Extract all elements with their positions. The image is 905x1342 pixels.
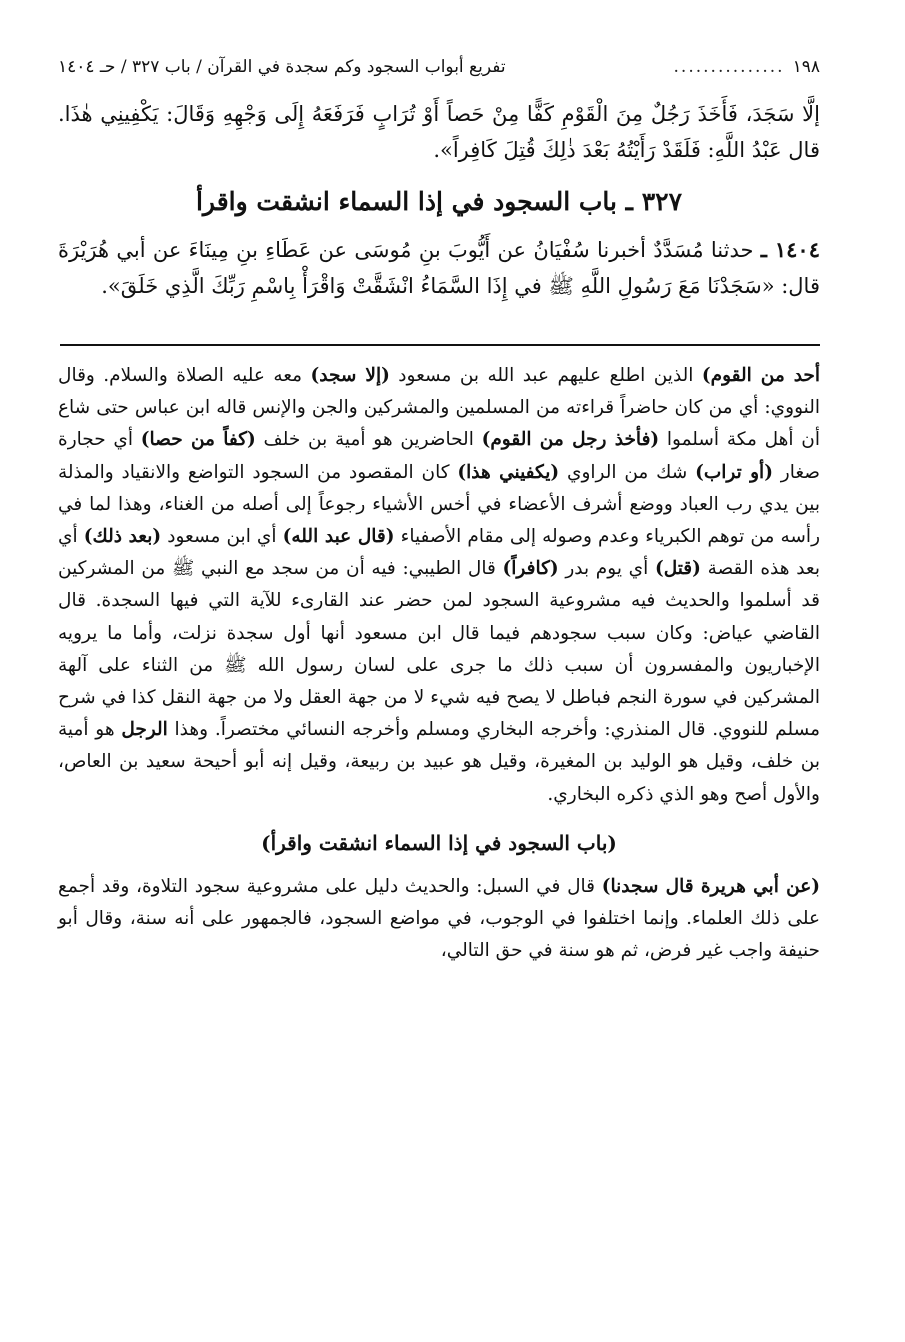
commentary-text: أي بعد هذه القصة <box>58 526 820 580</box>
commentary-bold: الرجل <box>121 719 168 741</box>
commentary-text: كان المقصود من السجود التواضع والانقياد والمذلة بين يدي رب العباد ووضع أشرف الأعضاء في أخس الأشياء رجوعاً إلى أصله من الغناء، وهذا لما في رأسه من توهم الكبرياء وعدم وصوله إلى مقام الأصفياء <box>58 461 821 548</box>
hadith-text: حدثنا مُسَدَّدٌ أخبرنا سُفْيَانُ عن أَيُّوبَ بنِ مُوسَى عن عَطَاءِ بنِ مِينَاءَ عن أبي هُرَيْرَةَ قال: «سَجَدْنَا مَعَ رَسُولِ اللَّهِ ﷺ في إِذَا السَّمَاءُ انْشَقَّتْ وَاقْرَأْ بِاسْمِ رَبِّكَ الَّذِي خَلَقَ». <box>58 238 820 298</box>
commentary-paragraph-1 <box>58 360 820 811</box>
commentary-bold: (أو تراب) <box>695 461 773 483</box>
commentary-text: شك من الراوي <box>559 461 696 483</box>
commentary-text: الحاضرين هو أمية بن خلف <box>255 429 482 451</box>
commentary-subtitle: (باب السجود في إذا السماء انشقت واقرأ) <box>261 830 617 855</box>
commentary-bold: أحد من القوم) <box>701 365 821 386</box>
commentary-text: الذين اطلع عليهم عبد الله بن مسعود <box>389 365 702 386</box>
header-right <box>674 52 820 82</box>
commentary-bold: (قال عبد الله) <box>282 526 395 548</box>
commentary-text: أي حجارة صغار <box>58 429 820 483</box>
commentary-text: أي يوم بدر <box>558 558 655 580</box>
page-number: ١٩٨ <box>792 57 820 77</box>
commentary-bold: (كافراً) <box>502 558 559 580</box>
commentary-text: معه عليه الصلاة والسلام. وقال النووي: أي من كان حاضراً قراءته من المسلمين والمشركين والجن والإنس قاله ابن عباس حتى شاع أن أهل مكة أسلموا <box>58 365 821 451</box>
commentary-bold: (إلا سجد) <box>310 365 390 386</box>
hadith-1404 <box>58 232 820 304</box>
chapter-title: ٣٢٧ ـ باب السجود في إذا السماء انشقت واقرأ <box>195 187 683 216</box>
commentary-bold: (يكفيني هذا) <box>457 461 560 483</box>
commentary-text: أي ابن مسعود <box>161 526 283 548</box>
page-header <box>58 52 820 86</box>
commentary-text: قال الطيبي: فيه أن من سجد مع النبي ﷺ من المشركين قد أسلموا والحديث فيه مشروعية السجود لمن حضر عند القارىء للآية التي فيها السجدة. قال القاضي عياض: وكان سبب سجودهم فيما قال ابن مسعود أنها أول سجدة نزلت، وأما ما يرويه الإخباريون والمفسرون أن سبب ذلك ما جرى على لسان رسول الله ﷺ من الثناء على آلهة المشركين في سورة النجم فباطل لا يصح فيه شيء لا من جهة العقل ولا من جهة النقل كذا في شرح مسلم للنووي. قال المنذري: وأخرجه البخاري ومسلم وأخرجه النسائي مختصراً. وهذا <box>58 558 820 741</box>
book-page <box>58 52 820 967</box>
commentary-text: قال في السبل: والحديث دليل على مشروعية سجود التلاوة، وقد أجمع على ذلك العلماء. وإنما اختلفوا في الوجوب، في مواضع السجود، فالجمهور على أنه سنة، وقال أبو حنيفة واجب غير فرض، ثم هو سنة في حق التالي، <box>58 875 820 962</box>
commentary-bold: (فأخذ رجل من القوم) <box>481 429 660 451</box>
commentary-bold: (قتل) <box>654 558 701 580</box>
commentary-bold: (كفاً من حصا) <box>140 429 256 451</box>
commentary-bold: (بعد ذلك) <box>83 526 162 548</box>
hadith-number: ١٤٠٤ ـ <box>760 237 820 262</box>
commentary-paragraph-2 <box>58 871 820 968</box>
footnote-divider <box>60 344 820 346</box>
leader-dots: ............... <box>673 57 785 77</box>
hadith-continuation: إلَّا سَجَدَ، فَأَخَذَ رَجُلٌ مِنَ الْقَوْمِ كَفًّا مِنْ حَصاً أَوْ تُرَابٍ فَرَفَعَهُ إِلَى وَجْهِهِ وَقَالَ: يَكْفِينِي هٰذَا. قال عَبْدُ اللَّهِ: فَلَقَدْ رَأَيْتُهُ بَعْدَ ذٰلِكَ قُتِلَ كَافِراً». <box>58 102 820 162</box>
commentary-bold: (عن أبي هريرة قال سجدنا) <box>601 875 820 897</box>
commentary-text: هو أمية بن خلف، وقيل هو الوليد بن المغيرة، وقيل هو عبيد بن ربيعة، وقيل إنه أبو أحيحة سعيد بن العاص، والأول أصح وهو الذي ذكره البخاري. <box>58 719 820 805</box>
running-title: تفريع أبواب السجود وكم سجدة في القرآن / باب ٣٢٧ / حـ ١٤٠٤ <box>58 57 506 77</box>
